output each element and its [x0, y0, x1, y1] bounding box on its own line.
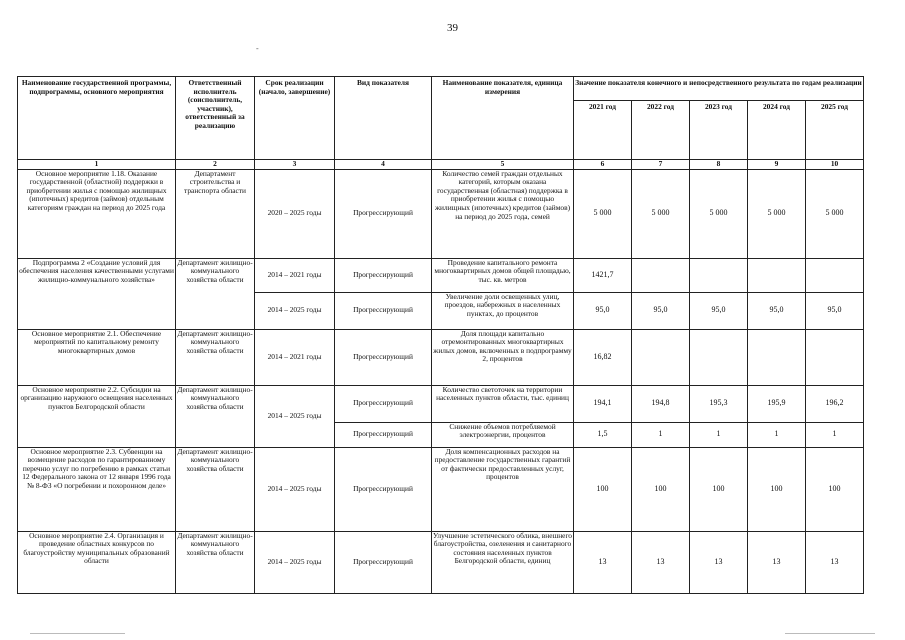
value-cell: 194,8 [632, 385, 690, 422]
value-cell: 13 [806, 531, 864, 593]
executor: Департамент жилищно-коммунального хозяйства области [176, 531, 255, 593]
column-number: 10 [806, 160, 864, 170]
value-cell [806, 329, 864, 385]
value-cell: 5 000 [690, 169, 748, 258]
value-cell: 1 [806, 422, 864, 447]
value-cell [806, 258, 864, 292]
executor: Департамент жилищно-коммунального хозяйства области [176, 329, 255, 385]
column-number: 6 [574, 160, 632, 170]
column-number: 8 [690, 160, 748, 170]
value-cell [632, 258, 690, 292]
header-name: Наименование государственной программы, подпрограммы, основного мероприятия [18, 77, 176, 160]
column-number: 3 [255, 160, 335, 170]
value-cell: 100 [574, 447, 632, 531]
value-cell: 95,0 [574, 292, 632, 329]
value-cell: 5 000 [632, 169, 690, 258]
value-cell: 95,0 [806, 292, 864, 329]
header-period: Срок реализации (начало, завершение) [255, 77, 335, 160]
executor: Департамент жилищно-коммунального хозяйства области [176, 385, 255, 447]
indicator-name: Количество светоточек на территории населенных пунктов области, тыс. единиц [432, 385, 574, 422]
value-cell: 95,0 [748, 292, 806, 329]
column-number: 1 [18, 160, 176, 170]
value-cell: 13 [632, 531, 690, 593]
value-cell: 1,5 [574, 422, 632, 447]
executor: Департамент строительства и транспорта области [176, 169, 255, 258]
indicator-name: Доля площади капитально отремонтированных многоквартирных жилых домов, включенных в подпрограмму 2, процентов [432, 329, 574, 385]
period: 2014 – 2025 годы [255, 531, 335, 593]
header-indicator-type: Вид показателя [335, 77, 432, 160]
measure-name: Подпрограмма 2 «Создание условий для обеспечения населения качественными услугами жилищно-коммунального хозяйства» [18, 258, 176, 329]
table-row [18, 447, 864, 531]
value-cell: 1 [690, 422, 748, 447]
table-row [18, 329, 864, 385]
value-cell: 100 [690, 447, 748, 531]
period: 2014 – 2025 годы [255, 385, 335, 447]
measure-name: Основное мероприятие 1.18. Оказание государственной (областной) поддержки в приобретении жилья с помощью жилищных (ипотечных) кредитов (займов) отдельным категориям граждан на период до 2025 года [18, 169, 176, 258]
indicator-name: Количество семей граждан отдельных категорий, которым оказана государственная (областная) поддержка в приобретении жилья с помощью жилищных (ипотечных) кредитов (займов) на период до 2025 года, семей [432, 169, 574, 258]
header-year: 2022 год [632, 101, 690, 160]
scan-edge-line [30, 633, 125, 634]
header-year: 2025 год [806, 101, 864, 160]
indicator-name: Проведение капитального ремонта многоквартирных домов общей площадью, тыс. кв. метров [432, 258, 574, 292]
value-cell [748, 329, 806, 385]
column-number: 2 [176, 160, 255, 170]
period: 2014 – 2021 годы [255, 329, 335, 385]
value-cell [690, 258, 748, 292]
indicator-type: Прогрессирующий [335, 292, 432, 329]
value-cell: 195,9 [748, 385, 806, 422]
value-cell [632, 329, 690, 385]
value-cell: 100 [806, 447, 864, 531]
value-cell: 16,82 [574, 329, 632, 385]
value-cell: 5 000 [806, 169, 864, 258]
indicator-name: Улучшение эстетического облика, внешнего благоустройства, озеленения и санитарного состояния населенных пунктов Белгородской области, единиц [432, 531, 574, 593]
measure-name: Основное мероприятие 2.2. Субсидии на организацию наружного освещения населенных пунктов Белгородской области [18, 385, 176, 447]
value-cell: 13 [690, 531, 748, 593]
value-cell [690, 329, 748, 385]
period: 2014 – 2025 годы [255, 447, 335, 531]
table-row [18, 385, 864, 422]
value-cell [748, 258, 806, 292]
measure-name: Основное мероприятие 2.4. Организация и проведение областных конкурсов по благоустройству муниципальных образований области [18, 531, 176, 593]
indicator-name: Увеличение доли освещенных улиц, проездов, набережных в населенных пунктах, до процентов [432, 292, 574, 329]
scan-edge-line [785, 633, 875, 634]
value-cell: 1 [748, 422, 806, 447]
period: 2014 – 2021 годы [255, 258, 335, 292]
indicators-table [17, 76, 864, 594]
header-year: 2023 год [690, 101, 748, 160]
column-number: 4 [335, 160, 432, 170]
indicator-type: Прогрессирующий [335, 169, 432, 258]
indicator-type: Прогрессирующий [335, 447, 432, 531]
executor: Департамент жилищно-коммунального хозяйства области [176, 447, 255, 531]
table-row [18, 258, 864, 292]
indicator-name: Снижение объемов потребляемой электроэнергии, процентов [432, 422, 574, 447]
executor: Департамент жилищно-коммунального хозяйства области [176, 258, 255, 329]
indicator-type: Прогрессирующий [335, 422, 432, 447]
indicator-type: Прогрессирующий [335, 385, 432, 422]
value-cell: 13 [748, 531, 806, 593]
measure-name: Основное мероприятие 2.3. Субвенции на возмещение расходов по гарантированному перечню услуг по погребению в рамках статьи 12 Федерального закона от 12 января 1996 года № 8-ФЗ «О погребении и похоронном деле» [18, 447, 176, 531]
value-cell: 100 [748, 447, 806, 531]
value-cell: 100 [632, 447, 690, 531]
value-cell: 195,3 [690, 385, 748, 422]
column-number: 7 [632, 160, 690, 170]
value-cell: 1421,7 [574, 258, 632, 292]
value-cell: 196,2 [806, 385, 864, 422]
column-number-row [18, 160, 864, 170]
indicator-name: Доля компенсационных расходов на предоставление государственных гарантий от фактически предоставленных услуг, процентов [432, 447, 574, 531]
measure-name: Основное мероприятие 2.1. Обеспечение мероприятий по капитальному ремонту многоквартирных домов [18, 329, 176, 385]
value-cell: 5 000 [748, 169, 806, 258]
value-cell: 13 [574, 531, 632, 593]
indicator-type: Прогрессирующий [335, 258, 432, 292]
page-number: 39 [447, 22, 458, 34]
period: 2020 – 2025 годы [255, 169, 335, 258]
value-cell: 95,0 [690, 292, 748, 329]
indicator-type: Прогрессирующий [335, 329, 432, 385]
header-year: 2021 год [574, 101, 632, 160]
column-number: 5 [432, 160, 574, 170]
table-row [18, 531, 864, 593]
table-header-row [18, 77, 864, 101]
stray-mark: - [256, 44, 259, 53]
header-indicator-name: Наименование показателя, единица измерения [432, 77, 574, 160]
indicator-type: Прогрессирующий [335, 531, 432, 593]
value-cell: 5 000 [574, 169, 632, 258]
value-cell: 95,0 [632, 292, 690, 329]
header-values-group: Значение показателя конечного и непосредственного результата по годам реализации [574, 77, 864, 101]
period: 2014 – 2025 годы [255, 292, 335, 329]
table-row [18, 169, 864, 258]
value-cell: 194,1 [574, 385, 632, 422]
header-executor: Ответственный исполнитель (соисполнитель, участник), ответственный за реализацию [176, 77, 255, 160]
header-year: 2024 год [748, 101, 806, 160]
value-cell: 1 [632, 422, 690, 447]
column-number: 9 [748, 160, 806, 170]
